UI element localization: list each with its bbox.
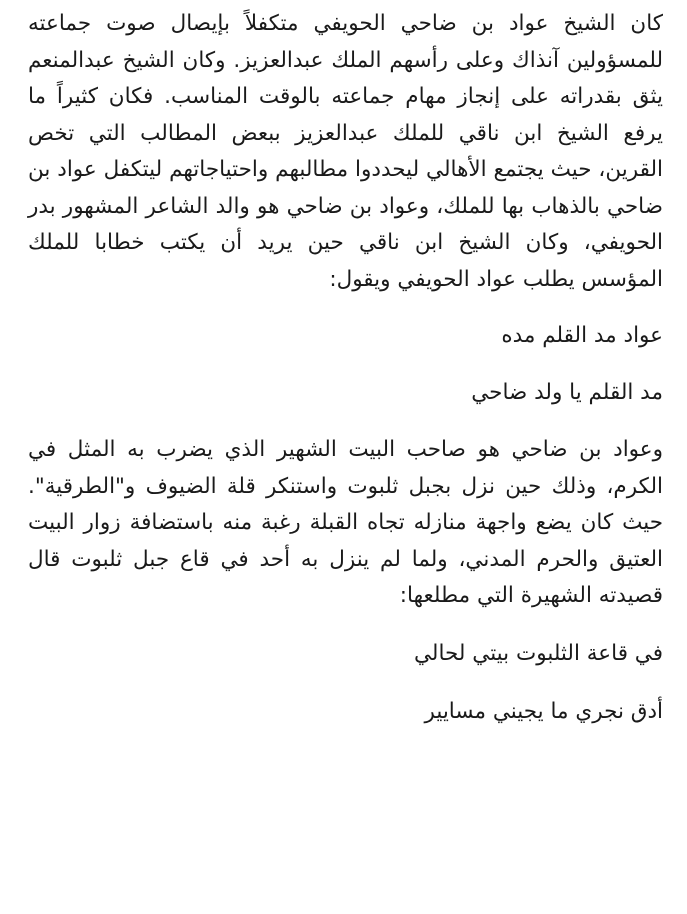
verse-line-1: عواد مد القلم مده bbox=[501, 323, 663, 348]
verse-line-2: مد القلم يا ولد ضاحي bbox=[471, 379, 663, 405]
article-body bbox=[28, 6, 663, 731]
paragraph-2: وعواد بن ضاحي هو صاحب البيت الشهير الذي يضرب به المثل في الكرم، وذلك حين نزل بجبل ثلبوت واستنكر قلة الضيوف و"الطرقية". حيث كان يضع واجهة منازله تجاه القبلة رغبة منه باستضافة زوار البيت العتيق والحرم المدني، ولما لم ينزل به أحد في قاع جبل ثلبوت قال قصيدته الشهيرة التي مطلعها: bbox=[28, 437, 663, 608]
paragraph-1: كان الشيخ عواد بن ضاحي الحويفي متكفلاً بإيصال صوت جماعته للمسؤولين آنذاك وعلى رأسهم الملك عبدالعزيز. وكان الشيخ عبدالمنعم يثق بقدراته على إنجاز مهام جماعته بالوقت المناسب. فكان كثيراً ما يرفع الشيخ ابن ناقي للملك عبدالعزيز ببعض المطالب التي تخص القرين، حيث يجتمع الأهالي ليحددوا مطالبهم واحتياجاتهم ليتكفل عواد بن ضاحي بالذهاب بها للملك، وعواد بن ضاحي هو والد الشاعر المشهور بدر الحويفي، وكان الشيخ ابن ناقي حين يريد أن يكتب خطابا للملك المؤسس يطلب عواد الحويفي ويقول: bbox=[28, 11, 663, 292]
verse-line-4: أدق نجري ما يجيني مسايير bbox=[424, 699, 663, 724]
verse-line-3: في قاعة الثلبوت بيتي لحالي bbox=[413, 640, 663, 666]
